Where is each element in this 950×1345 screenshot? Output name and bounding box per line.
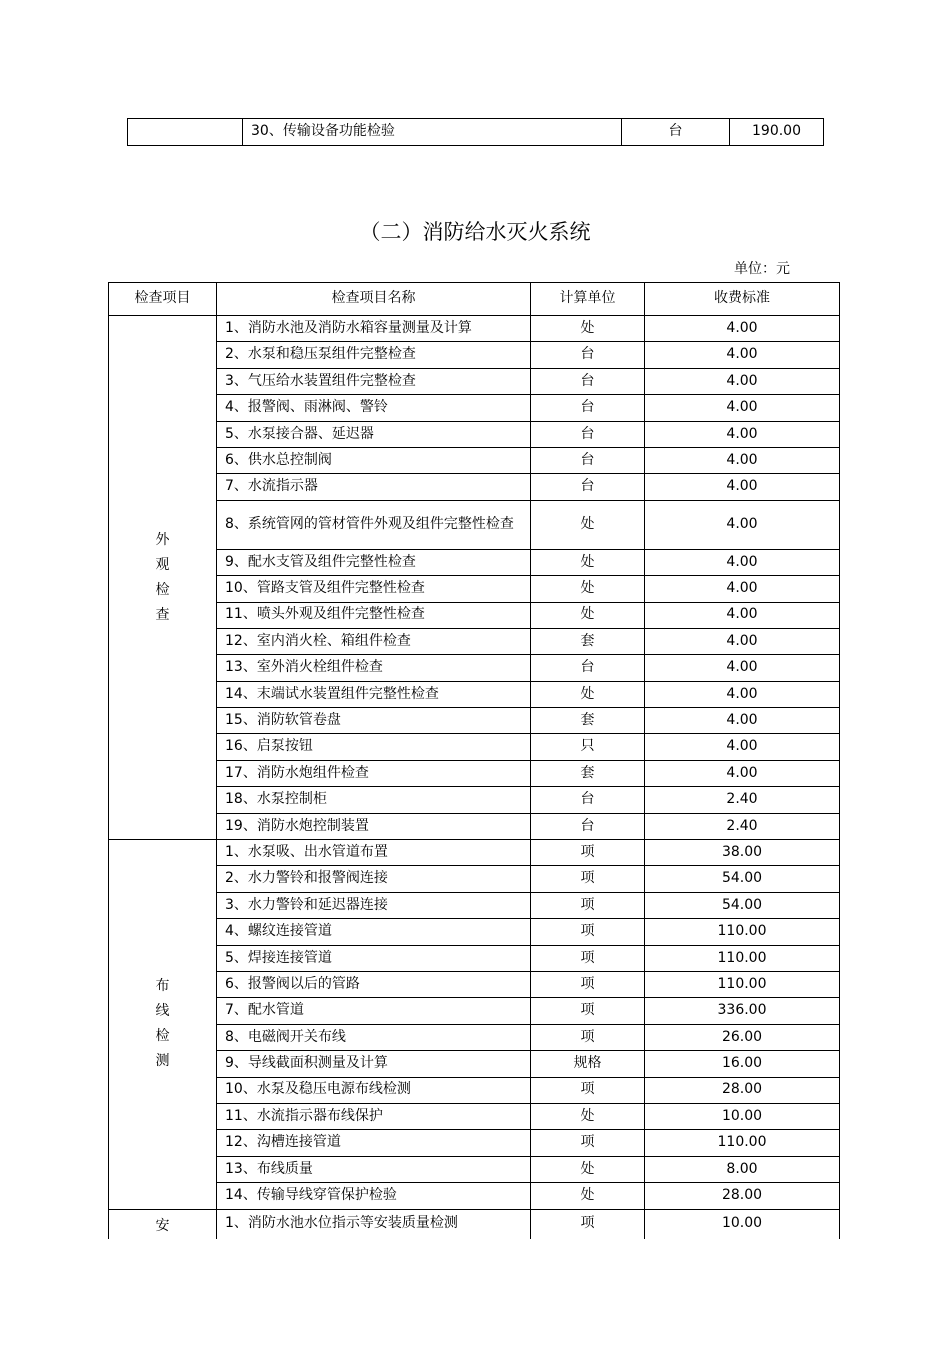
item-unit: 台 (531, 787, 645, 813)
item-name: 7、配水管道 (217, 998, 531, 1024)
table-row (109, 734, 840, 760)
item-fee: 16.00 (645, 1051, 840, 1077)
table-row (109, 708, 840, 734)
item-name: 13、布线质量 (217, 1156, 531, 1182)
item-name: 11、喷头外观及组件完整性检查 (217, 602, 531, 628)
item-fee: 4.00 (645, 549, 840, 575)
item-fee: 28.00 (645, 1183, 840, 1209)
previous-section-table (127, 118, 824, 146)
table-row (109, 813, 840, 839)
category-cell (128, 119, 243, 146)
item-unit: 处 (531, 576, 645, 602)
item-unit: 处 (531, 1156, 645, 1182)
item-name: 6、供水总控制阀 (217, 447, 531, 473)
category-label: 外观检查 (155, 531, 170, 623)
table-row (109, 395, 840, 421)
item-unit: 台 (531, 474, 645, 500)
header-unit: 计算单位 (531, 283, 645, 316)
table-row (109, 1051, 840, 1077)
section-title: （二）消防给水灭火系统 (359, 220, 591, 244)
item-unit: 处 (531, 1183, 645, 1209)
header-name: 检查项目名称 (217, 283, 531, 316)
fee-table (108, 282, 840, 1239)
item-unit: 台 (622, 119, 730, 146)
item-fee: 54.00 (645, 892, 840, 918)
item-fee: 4.00 (645, 395, 840, 421)
item-fee: 8.00 (645, 1156, 840, 1182)
item-fee: 110.00 (645, 945, 840, 971)
item-fee: 4.00 (645, 576, 840, 602)
item-unit: 规格 (531, 1051, 645, 1077)
item-unit: 处 (531, 602, 645, 628)
item-fee: 110.00 (645, 971, 840, 997)
unit-label: 单位：元 (734, 261, 790, 277)
item-name: 16、启泵按钮 (217, 734, 531, 760)
table-row (109, 500, 840, 549)
table-row (109, 787, 840, 813)
table-row (109, 1024, 840, 1050)
item-unit: 台 (531, 447, 645, 473)
item-name: 9、配水支管及组件完整性检查 (217, 549, 531, 575)
item-fee: 110.00 (645, 919, 840, 945)
item-fee: 4.00 (645, 316, 840, 342)
table-row (109, 447, 840, 473)
item-unit: 处 (531, 1103, 645, 1129)
table-row (109, 576, 840, 602)
item-fee: 4.00 (645, 474, 840, 500)
item-name: 12、沟槽连接管道 (217, 1130, 531, 1156)
item-unit: 台 (531, 368, 645, 394)
item-unit: 套 (531, 628, 645, 654)
table-row (109, 760, 840, 786)
item-name: 30、传输设备功能检验 (243, 119, 622, 146)
item-fee: 4.00 (645, 602, 840, 628)
category-install (109, 1209, 217, 1239)
item-unit: 项 (531, 1209, 645, 1239)
item-unit: 处 (531, 316, 645, 342)
item-unit: 处 (531, 681, 645, 707)
item-unit: 处 (531, 500, 645, 549)
table-row (109, 1103, 840, 1129)
item-fee: 54.00 (645, 866, 840, 892)
item-unit: 项 (531, 919, 645, 945)
item-unit: 项 (531, 1077, 645, 1103)
item-fee: 4.00 (645, 734, 840, 760)
table-row (109, 1156, 840, 1182)
item-name: 4、螺纹连接管道 (217, 919, 531, 945)
table-row (109, 892, 840, 918)
item-name: 19、消防水炮控制装置 (217, 813, 531, 839)
item-fee: 4.00 (645, 760, 840, 786)
table-row (109, 1077, 840, 1103)
table-row (109, 840, 840, 866)
category-appearance (109, 316, 217, 840)
item-unit: 台 (531, 421, 645, 447)
item-unit: 处 (531, 549, 645, 575)
item-fee: 4.00 (645, 655, 840, 681)
item-name: 10、水泵及稳压电源布线检测 (217, 1077, 531, 1103)
item-fee: 4.00 (645, 421, 840, 447)
item-name: 2、水泵和稳压泵组件完整检查 (217, 342, 531, 368)
item-unit: 只 (531, 734, 645, 760)
table-row (128, 119, 824, 146)
table-row (109, 866, 840, 892)
item-name: 15、消防软管卷盘 (217, 708, 531, 734)
item-fee: 2.40 (645, 787, 840, 813)
item-name: 8、系统管网的管材管件外观及组件完整性检查 (217, 500, 531, 549)
item-fee: 110.00 (645, 1130, 840, 1156)
table-row (109, 1183, 840, 1209)
item-name: 5、焊接连接管道 (217, 945, 531, 971)
category-label: 安 (155, 1217, 170, 1234)
table-row (109, 1130, 840, 1156)
item-name: 1、消防水池及消防水箱容量测量及计算 (217, 316, 531, 342)
item-name: 2、水力警铃和报警阀连接 (217, 866, 531, 892)
item-fee: 10.00 (645, 1209, 840, 1239)
item-name: 10、管路支管及组件完整性检查 (217, 576, 531, 602)
header-fee: 收费标准 (645, 283, 840, 316)
item-fee: 38.00 (645, 840, 840, 866)
item-name: 3、水力警铃和延迟器连接 (217, 892, 531, 918)
table-row (109, 655, 840, 681)
item-unit: 项 (531, 892, 645, 918)
item-unit: 套 (531, 760, 645, 786)
table-row (109, 421, 840, 447)
item-unit: 台 (531, 395, 645, 421)
item-name: 5、水泵接合器、延迟器 (217, 421, 531, 447)
item-name: 14、末端试水装置组件完整性检查 (217, 681, 531, 707)
category-label: 布线检测 (155, 978, 170, 1070)
item-name: 7、水流指示器 (217, 474, 531, 500)
item-name: 1、水泵吸、出水管道布置 (217, 840, 531, 866)
table-row (109, 602, 840, 628)
header-category: 检查项目 (109, 283, 217, 316)
item-fee: 4.00 (645, 447, 840, 473)
table-row (109, 316, 840, 342)
item-fee: 4.00 (645, 628, 840, 654)
item-fee: 26.00 (645, 1024, 840, 1050)
item-unit: 项 (531, 1024, 645, 1050)
table-row (109, 998, 840, 1024)
item-fee: 190.00 (730, 119, 824, 146)
item-name: 11、水流指示器布线保护 (217, 1103, 531, 1129)
item-fee: 4.00 (645, 708, 840, 734)
item-unit: 台 (531, 813, 645, 839)
item-unit: 项 (531, 840, 645, 866)
item-name: 9、导线截面积测量及计算 (217, 1051, 531, 1077)
item-name: 8、电磁阀开关布线 (217, 1024, 531, 1050)
item-fee: 4.00 (645, 368, 840, 394)
item-name: 6、报警阀以后的管路 (217, 971, 531, 997)
table-row (109, 549, 840, 575)
item-name: 17、消防水炮组件检查 (217, 760, 531, 786)
item-fee: 2.40 (645, 813, 840, 839)
item-unit: 项 (531, 971, 645, 997)
item-unit: 台 (531, 342, 645, 368)
table-row (109, 919, 840, 945)
table-row (109, 368, 840, 394)
item-name: 12、室内消火栓、箱组件检查 (217, 628, 531, 654)
item-fee: 28.00 (645, 1077, 840, 1103)
category-wiring (109, 840, 217, 1209)
item-name: 1、消防水池水位指示等安装质量检测 (217, 1209, 531, 1239)
item-name: 13、室外消火栓组件检查 (217, 655, 531, 681)
item-fee: 4.00 (645, 342, 840, 368)
item-unit: 项 (531, 866, 645, 892)
item-fee: 4.00 (645, 500, 840, 549)
table-row (109, 945, 840, 971)
item-unit: 项 (531, 998, 645, 1024)
table-row (109, 342, 840, 368)
item-name: 18、水泵控制柜 (217, 787, 531, 813)
item-fee: 336.00 (645, 998, 840, 1024)
item-unit: 台 (531, 655, 645, 681)
table-row (109, 971, 840, 997)
table-header-row (109, 283, 840, 316)
item-name: 3、气压给水装置组件完整检查 (217, 368, 531, 394)
table-row (109, 628, 840, 654)
item-fee: 10.00 (645, 1103, 840, 1129)
item-unit: 套 (531, 708, 645, 734)
table-row (109, 1209, 840, 1239)
table-row (109, 474, 840, 500)
item-name: 14、传输导线穿管保护检验 (217, 1183, 531, 1209)
item-name: 4、报警阀、雨淋阀、警铃 (217, 395, 531, 421)
item-unit: 项 (531, 1130, 645, 1156)
item-unit: 项 (531, 945, 645, 971)
table-row (109, 681, 840, 707)
item-fee: 4.00 (645, 681, 840, 707)
